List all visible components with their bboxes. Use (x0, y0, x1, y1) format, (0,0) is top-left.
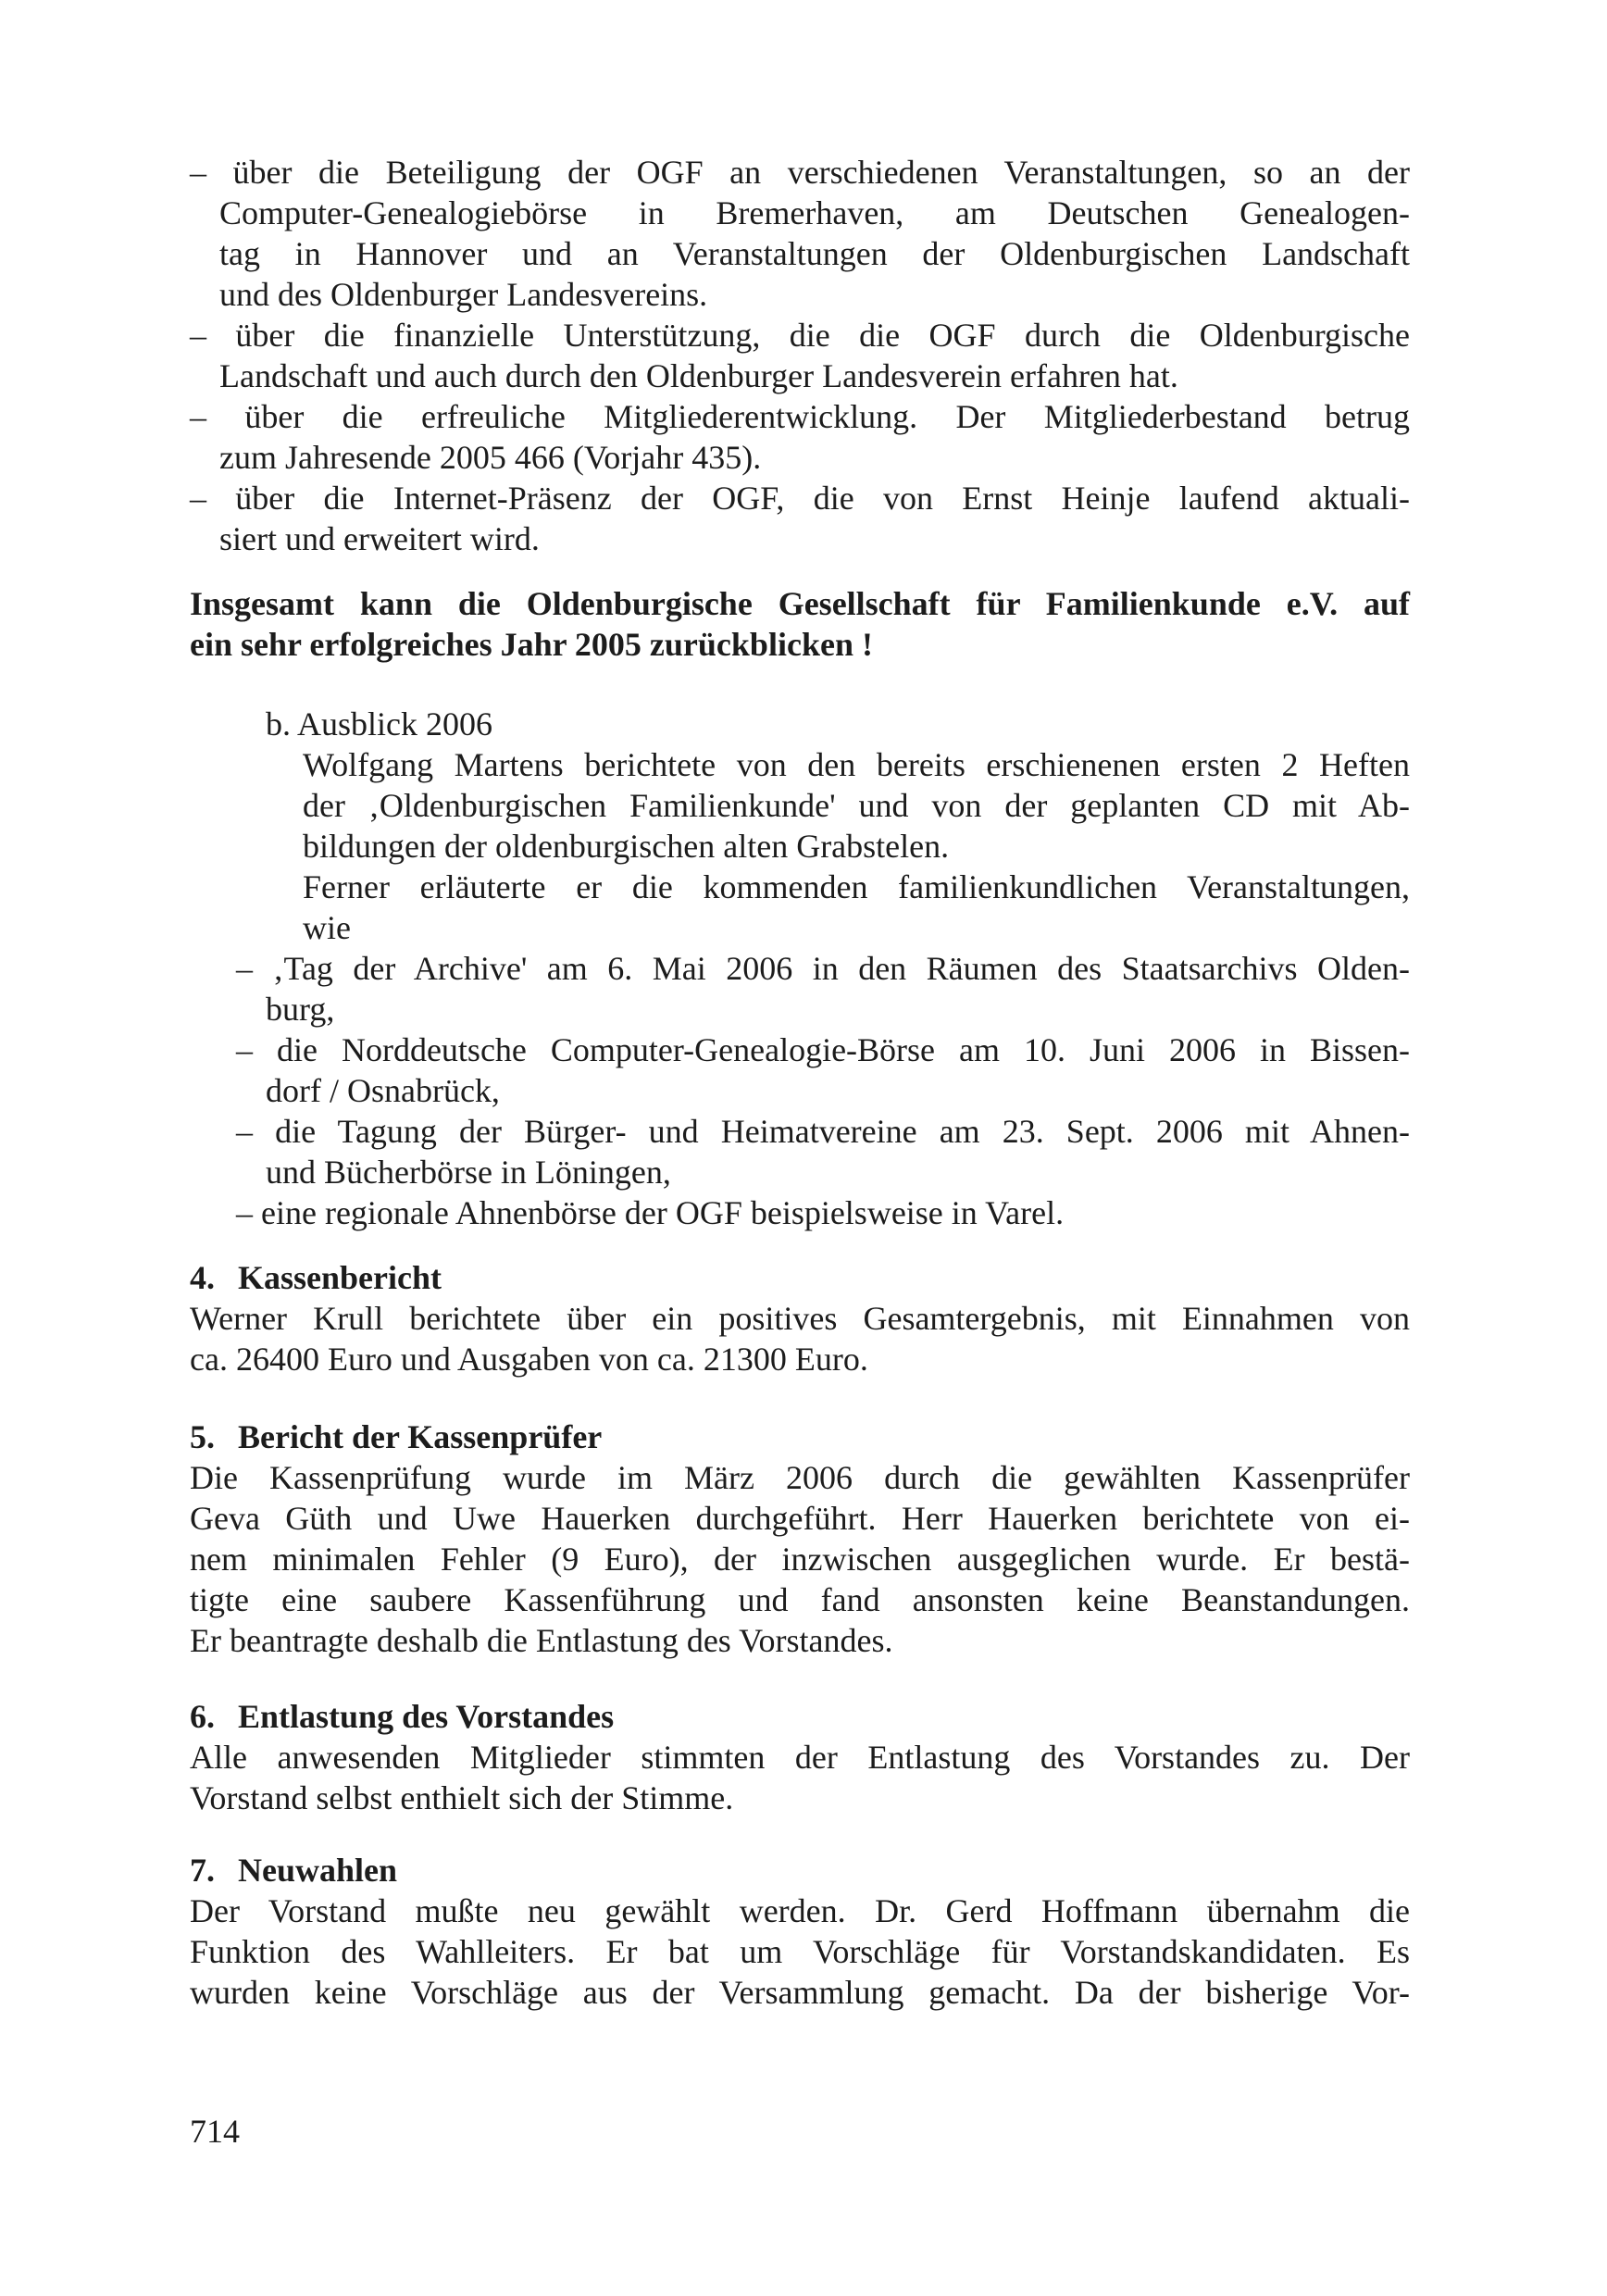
section-kassenpruefer (190, 1416, 1410, 1661)
ausblick-line: der ‚Oldenburgischen Familienkunde' und von der geplanten CD mit Ab- (303, 787, 1410, 824)
bullet-list-top (190, 152, 1410, 559)
section-heading (190, 1850, 1410, 1890)
event-item: und Bücherbörse in Löningen, (266, 1154, 671, 1191)
section-heading (190, 1257, 1410, 1298)
section-line: Funktion des Wahlleiters. Er bat um Vorschläge für Vorstandskandidaten. Es (190, 1933, 1410, 1970)
section-title: Kassenbericht (238, 1259, 442, 1296)
ausblick-line: Ferner erläuterte er die kommenden familienkundlichen Veranstaltungen, (303, 868, 1410, 905)
bullet-line: und des Oldenburger Landesvereins. (219, 276, 708, 313)
event-item: – eine regionale Ahnenbörse der OGF beispielsweise in Varel. (236, 1194, 1065, 1231)
section-number: 7. (190, 1852, 215, 1889)
bullet-line: Computer-Genealogiebörse in Bremerhaven, am Deutschen Genealogen- (219, 194, 1410, 231)
bullet-line: tag in Hannover und an Veranstaltungen der Oldenburgischen Landschaft (219, 235, 1410, 272)
section-line: Der Vorstand mußte neu gewählt werden. Dr. Gerd Hoffmann übernahm die (190, 1892, 1410, 1929)
event-item: – die Norddeutsche Computer-Genealogie-Börse am 10. Juni 2006 in Bissen- (236, 1031, 1410, 1068)
event-item: burg, (266, 991, 335, 1028)
section-heading (190, 1696, 1410, 1737)
section-title: Bericht der Kassenprüfer (238, 1418, 603, 1455)
event-item: dorf / Osnabrück, (266, 1072, 500, 1109)
summary-paragraph (190, 583, 1410, 665)
ausblick-line: bildungen der oldenburgischen alten Grabstelen. (303, 828, 950, 865)
bullet-line: Landschaft und auch durch den Oldenburger Landesverein erfahren hat. (219, 357, 1178, 394)
bullet-line: – über die finanzielle Unterstützung, die die OGF durch die Oldenburgische (190, 317, 1410, 354)
section-line: Werner Krull berichtete über ein positives Gesamtergebnis, mit Einnahmen von (190, 1300, 1410, 1337)
bullet-line: zum Jahresende 2005 466 (Vorjahr 435). (219, 439, 762, 476)
event-item: – die Tagung der Bürger- und Heimatvereine am 23. Sept. 2006 mit Ahnen- (236, 1113, 1410, 1150)
section-line: Die Kassenprüfung wurde im März 2006 durch die gewählten Kassenprüfer (190, 1459, 1410, 1496)
section-neuwahlen (190, 1850, 1410, 2013)
section-entlastung (190, 1696, 1410, 1818)
bullet-line: – über die Beteiligung der OGF an verschiedenen Veranstaltungen, so an der (190, 154, 1410, 191)
section-line: nem minimalen Fehler (9 Euro), der inzwischen ausgeglichen wurde. Er bestä- (190, 1541, 1410, 1578)
section-title: Entlastung des Vorstandes (238, 1698, 615, 1735)
bullet-line: – über die erfreuliche Mitgliederentwicklung. Der Mitgliederbestand betrug (190, 398, 1410, 435)
section-line: ca. 26400 Euro und Ausgaben von ca. 21300 Euro. (190, 1341, 868, 1378)
bullet-line: – über die Internet-Präsenz der OGF, die von Ernst Heinje laufend aktuali- (190, 480, 1410, 517)
section-line: Er beantragte deshalb die Entlastung des Vorstandes. (190, 1622, 893, 1659)
summary-line: Insgesamt kann die Oldenburgische Gesellschaft für Familienkunde e.V. auf (190, 585, 1410, 622)
ausblick-heading: b. Ausblick 2006 (266, 705, 493, 742)
ausblick-line: Wolfgang Martens berichtete von den bereits erschienenen ersten 2 Heften (303, 746, 1410, 783)
section-line: Alle anwesenden Mitglieder stimmten der Entlastung des Vorstandes zu. Der (190, 1739, 1410, 1776)
section-kassenbericht (190, 1257, 1410, 1379)
section-title: Neuwahlen (238, 1852, 398, 1889)
bullet-line: siert und erweitert wird. (219, 520, 540, 557)
section-number: 4. (190, 1259, 215, 1296)
section-line: Geva Güth und Uwe Hauerken durchgeführt. Herr Hauerken berichtete von ei- (190, 1500, 1410, 1537)
section-line: Vorstand selbst enthielt sich der Stimme. (190, 1779, 734, 1816)
ausblick-line: wie (303, 909, 351, 946)
event-item: – ‚Tag der Archive' am 6. Mai 2006 in den Räumen des Staatsarchivs Olden- (236, 950, 1410, 987)
ausblick-section (190, 704, 1410, 1233)
summary-line: ein sehr erfolgreiches Jahr 2005 zurückblicken ! (190, 626, 873, 663)
section-heading (190, 1416, 1410, 1457)
section-number: 5. (190, 1418, 215, 1455)
section-line: wurden keine Vorschläge aus der Versammlung gemacht. Da der bisherige Vor- (190, 1974, 1410, 2011)
section-number: 6. (190, 1698, 215, 1735)
page-number: 714 (190, 2113, 240, 2150)
section-line: tigte eine saubere Kassenführung und fand ansonsten keine Beanstandungen. (190, 1581, 1410, 1618)
